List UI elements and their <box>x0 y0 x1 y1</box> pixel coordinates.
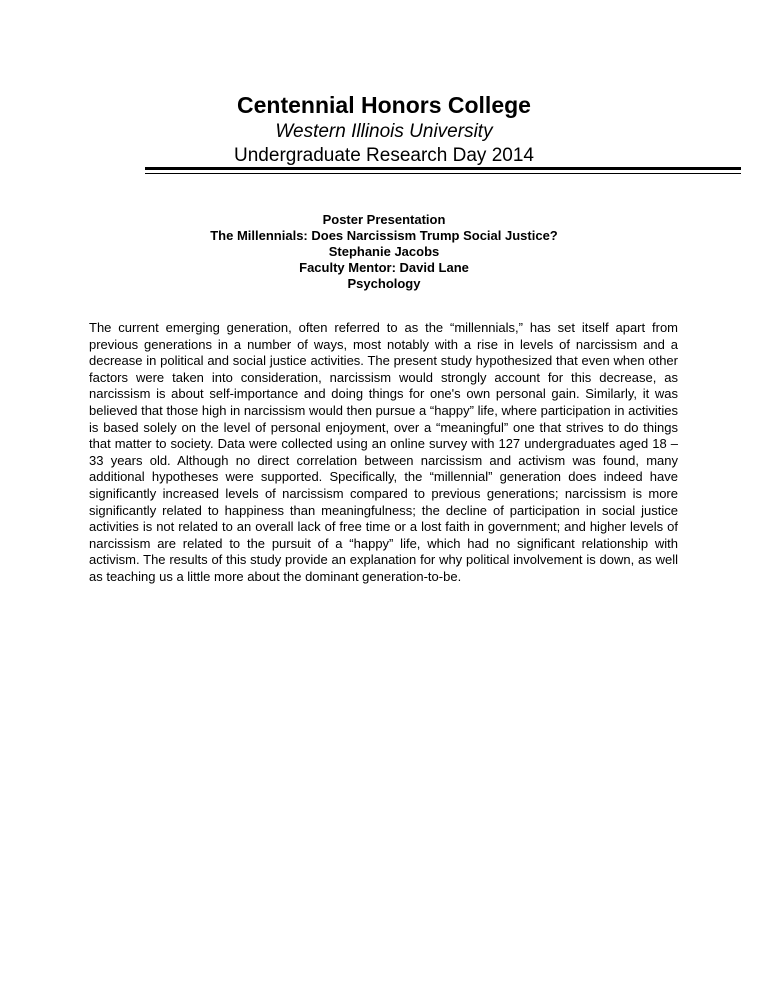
department: Psychology <box>347 276 421 291</box>
abstract-body: The current emerging generation, often referred to as the “millennials,” has set itself apart from previous generations in a number of ways, most notably with a rise in levels of narcissism and a decrease in political and social justice activities. The present study hypothesized that even when other factors were taken into consideration, narcissism would strongly account for this decrease, as narcissism is about self-importance and doing things for one's own personal gain. Similarly, it was believed that those high in narcissism would then pursue a “happy” life, where participation in activities is based solely on the level of personal enjoyment, over a “meaningful” one that strives to do things that matter to society. Data were collected using an online survey with 127 undergraduates aged 18 – 33 years old. Although no direct correlation between narcissism and activism was found, many additional hypotheses were supported. Specifically, the “millennial” generation does indeed have significantly increased levels of narcissism compared to previous generations; narcissism is more significantly related to happiness than meaningfulness; the decline of participation in social justice activities is not related to an overall lack of free time or a lost faith in government; and higher levels of narcissism are related to the pursuit of a “happy” life, which had no significant relationship with activism. The results of this study provide an explanation for why political involvement is down, as well as teaching us a little more about the dominant generation-to-be. <box>89 320 678 584</box>
presentation-title: The Millennials: Does Narcissism Trump Social Justice? <box>210 228 558 243</box>
university-name: Western Illinois University <box>275 121 493 142</box>
author-name: Stephanie Jacobs <box>328 244 440 259</box>
header-divider-thin <box>145 173 741 174</box>
college-name: Centennial Honors College <box>237 92 531 118</box>
document-header <box>0 90 768 168</box>
event-name: Undergraduate Research Day 2014 <box>234 145 534 166</box>
presentation-info <box>0 212 768 292</box>
presentation-type: Poster Presentation <box>322 212 446 227</box>
header-divider-thick <box>145 167 741 170</box>
faculty-mentor: Faculty Mentor: David Lane <box>299 260 469 275</box>
